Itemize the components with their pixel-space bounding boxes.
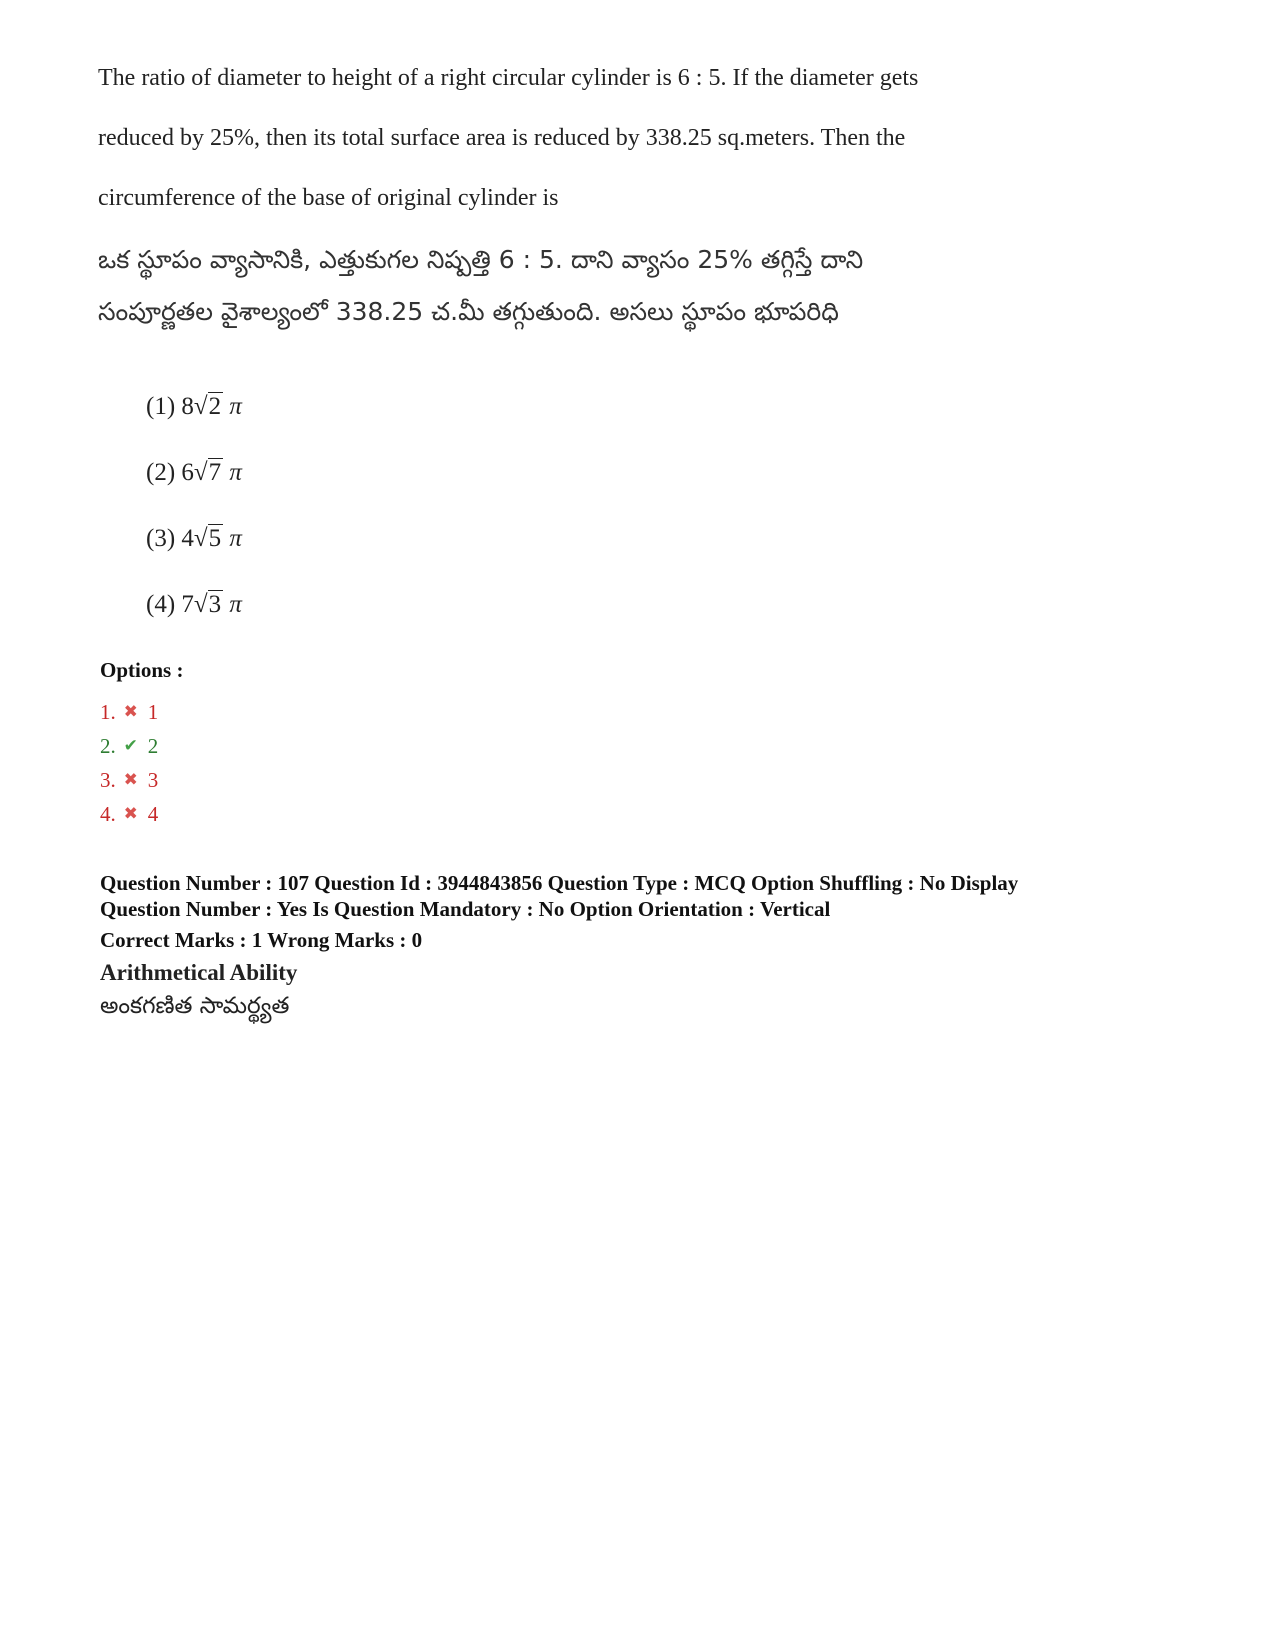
cross-icon: ✖	[123, 702, 138, 722]
answer-choice-3: (3) 4√5 π	[146, 525, 242, 552]
radicand: 2	[208, 393, 222, 420]
option-row-3: 3. ✖ 3	[100, 763, 158, 797]
cross-icon: ✖	[123, 804, 138, 824]
option-row-2: 2. ✔ 2	[100, 729, 158, 763]
radicand: 3	[208, 591, 222, 618]
question-telugu-line: సంపూర్ణతల వైశాల్యంలో 338.25 చ.మీ తగ్గుతుంది. అసలు స్థూపం భూపరిధి	[98, 297, 839, 326]
radicand: 5	[208, 525, 222, 552]
section-title: Arithmetical Ability	[100, 960, 298, 985]
question-text-line: reduced by 25%, then its total surface area is reduced by 338.25 sq.meters. Then the	[98, 125, 906, 151]
answer-choices	[146, 392, 242, 656]
question-text-line: The ratio of diameter to height of a right circular cylinder is 6 : 5. If the diameter gets	[98, 65, 919, 91]
marks-line: Correct Marks : 1 Wrong Marks : 0	[100, 928, 423, 952]
check-icon: ✔	[123, 736, 138, 756]
option-row-4: 4. ✖ 4	[100, 797, 158, 831]
metadata-line: Question Number : 107 Question Id : 3944843856 Question Type : MCQ Option Shuffling : No Display	[100, 871, 1019, 895]
options-list	[100, 695, 158, 831]
options-heading: Options :	[100, 658, 184, 682]
question-metadata	[100, 870, 1018, 953]
answer-choice-2: (2) 6√7 π	[146, 459, 242, 486]
option-row-1: 1. ✖ 1	[100, 695, 158, 729]
section-title-telugu: అంకగణిత సామర్థ్యత	[100, 993, 290, 1019]
question-text-line: circumference of the base of original cylinder is	[98, 185, 559, 211]
answer-choice-4: (4) 7√3 π	[146, 591, 242, 618]
answer-choice-1: (1) 8√2 π	[146, 393, 242, 420]
question-telugu-line: ఒక స్థూపం వ్యాసానికి, ఎత్తుకుగల నిష్పత్తి 6 : 5. దాని వ్యాసం 25% తగ్గిస్తే దాని	[98, 245, 864, 274]
metadata-line: Question Number : Yes Is Question Mandatory : No Option Orientation : Vertical	[100, 897, 831, 921]
cross-icon: ✖	[123, 770, 138, 790]
radicand: 7	[208, 459, 222, 486]
question-image	[98, 48, 998, 338]
